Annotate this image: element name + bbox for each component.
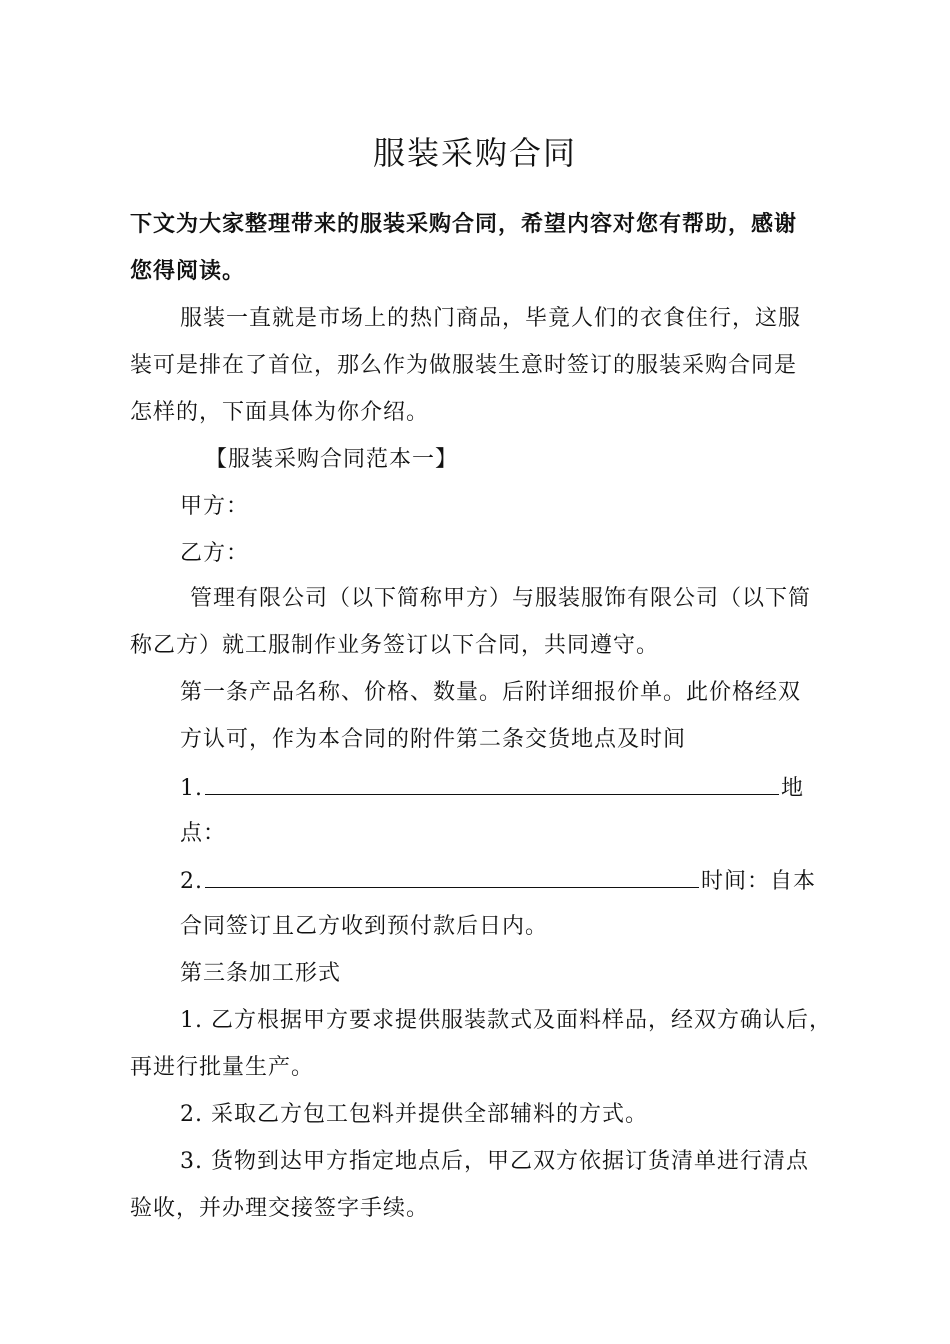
item1-line (180, 772, 804, 804)
paragraph2-line-1: 管理有限公司（以下简称甲方）与服装服饰有限公司（以下简 (190, 586, 812, 611)
point3-line-1: 3. 货物到达甲方指定地点后，甲乙双方依据订货清单进行清点 (180, 1149, 809, 1174)
party-b-label: 乙方： (180, 541, 250, 566)
paragraph1-line-3: 怎样的，下面具体为你介绍。 (130, 400, 430, 425)
item1-blank-field[interactable] (205, 772, 779, 795)
item2-suffix: 时间：自本 (701, 869, 817, 894)
article1-line-1: 第一条产品名称、价格、数量。后附详细报价单。此价格经双 (180, 680, 802, 705)
paragraph1-line-1: 服装一直就是市场上的热门商品，毕竟人们的衣食住行，这服 (180, 306, 802, 331)
paragraph1-line-2: 装可是排在了首位，那么作为做服装生意时签订的服装采购合同是 (130, 353, 798, 378)
intro-line-2: 您得阅读。 (130, 259, 246, 284)
item2-number: 2. (180, 869, 203, 894)
party-a-label: 甲方： (180, 494, 250, 519)
item1-number: 1. (180, 776, 203, 801)
point1-line-1: 1. 乙方根据甲方要求提供服装款式及面料样品，经双方确认后， (180, 1008, 832, 1033)
paragraph2-line-2: 称乙方）就工服制作业务签订以下合同，共同遵守。 (130, 633, 660, 658)
article1-line-2: 方认可，作为本合同的附件第二条交货地点及时间 (180, 727, 687, 752)
point1-line-2: 再进行批量生产。 (130, 1055, 315, 1080)
intro-line-1: 下文为大家整理带来的服装采购合同，希望内容对您有帮助，感谢 (130, 212, 798, 237)
document-title: 服装采购合同 (372, 134, 577, 172)
article3-heading: 第三条加工形式 (180, 961, 342, 986)
point3-line-2: 验收，并办理交接签字手续。 (130, 1196, 430, 1221)
point2-line-1: 2. 采取乙方包工包料并提供全部辅料的方式。 (180, 1102, 648, 1127)
item2-continuation: 合同签订且乙方收到预付款后日内。 (180, 914, 549, 939)
item2-blank-field[interactable] (205, 865, 699, 888)
item1-continuation: 点： (180, 821, 227, 846)
item1-suffix: 地 (781, 776, 805, 801)
sample-heading: 【服装采购合同范本一】 (205, 447, 459, 472)
item2-line (180, 865, 816, 897)
